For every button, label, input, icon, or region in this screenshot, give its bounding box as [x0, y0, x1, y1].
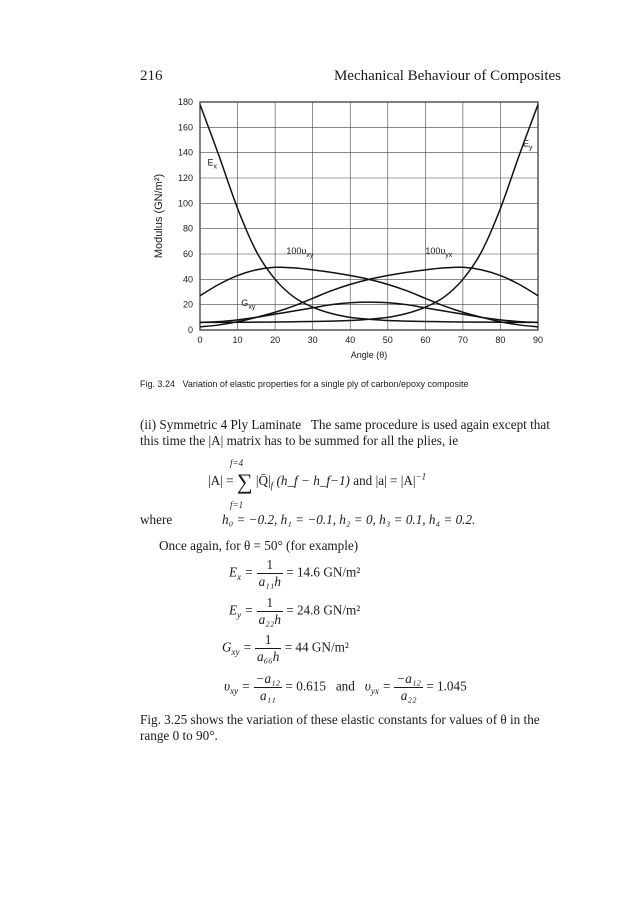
- y-tick-label: 0: [187, 325, 193, 335]
- x-tick-label: 50: [382, 335, 393, 345]
- y-tick-label: 100: [177, 198, 193, 209]
- h-values: h₀ = −0.2, h₁ = −0.1, h₂ = 0, h₃ = 0.1, h₄ = 0.2.: [222, 512, 476, 527]
- x-tick-label: 70: [457, 335, 468, 345]
- ey-equation: $E_y$ = $\frac{1}{\text{a₂₂h}}$ = 24.8 GN/m²: [229, 595, 361, 627]
- figure-caption-label: Fig. 3.24: [140, 379, 176, 389]
- final-paragraph-line2: range 0 to 90°.: [140, 728, 218, 743]
- series-label-100vyx: $100\upsilon_{yx}$: [425, 246, 453, 259]
- series-ex: [200, 105, 538, 323]
- y-tick-label: 60: [182, 249, 193, 259]
- section-heading: (ii) Symmetric 4 Ply Laminate: [140, 417, 302, 432]
- plot-frame: [200, 102, 538, 330]
- x-tick-label: 0: [197, 335, 203, 345]
- figure-caption-text: Variation of elastic properties for a single ply of carbon/epoxy composite: [182, 379, 469, 389]
- series-label-100vxy: $100\upsilon_{xy}$: [286, 246, 314, 259]
- a-matrix-lhs: |A| =: [208, 473, 234, 489]
- y-tick-label: 160: [177, 122, 193, 133]
- gxy-equation: $G_{xy}$ = $\frac{1}{\text{a₆₆h}}$ = 44 GN/m²: [222, 632, 349, 664]
- elastic-properties-chart: [140, 92, 560, 372]
- sum-equation: [208, 469, 426, 495]
- once-again-text: Once again, for θ = 50° (for example): [159, 538, 359, 553]
- series-label-ey: $E_y$: [522, 138, 533, 152]
- running-title: Mechanical Behaviour of Composites: [333, 68, 561, 84]
- y-axis-label: Modulus (GN/m²): [153, 173, 165, 259]
- sum-symbol: ∑: [236, 469, 253, 494]
- qbar-subscript: f: [270, 480, 274, 491]
- x-tick-label: 90: [532, 335, 544, 345]
- and-word: and: [353, 473, 373, 489]
- x-tick-label: 40: [345, 335, 356, 345]
- x-tick-label: 30: [307, 335, 318, 345]
- y-tick-label: 180: [177, 97, 193, 107]
- y-tick-label: 40: [182, 274, 193, 285]
- x-tick-label: 10: [232, 335, 243, 345]
- x-axis-label: Angle (θ): [350, 350, 388, 360]
- paragraph-intro: [140, 417, 560, 433]
- sum-lower-limit: f=1: [230, 500, 244, 510]
- y-tick-label: 120: [177, 173, 193, 183]
- page-number: 216: [140, 68, 163, 84]
- inverse-relation: |a| = |A|: [375, 473, 416, 489]
- poisson-equations: $\upsilon_{xy}$ = $\frac{\text{−a₁₂}}{\text{a₁₁}}$ = 0.615 and $\upsilon_{yx}$ = $\frac{\text{−a₁₂}}{\text{a₂₂}}$ = 1.045: [224, 671, 467, 703]
- paragraph-intro-rest: The same procedure is used again except that: [310, 417, 550, 432]
- thickness-difference: (h_f − h_f−1): [276, 473, 350, 489]
- y-tick-label: 20: [182, 299, 193, 310]
- y-tick-label: 140: [177, 147, 193, 158]
- series-ey: [200, 105, 538, 323]
- figure-caption: [140, 379, 469, 389]
- x-tick-label: 20: [270, 335, 281, 345]
- y-tick-label: 80: [182, 223, 193, 234]
- qbar-term: |Q̄|: [255, 473, 271, 489]
- paragraph-intro-line2: this time the |A| matrix has to be summed for all the plies, ie: [140, 433, 459, 448]
- final-paragraph-line1: Fig. 3.25 shows the variation of these elastic constants for values of θ in the: [140, 712, 540, 727]
- ex-equation: $E_x$ = $\frac{1}{\text{a₁₁h}}$ = 14.6 GN/m²: [229, 557, 361, 589]
- where-label: where: [140, 512, 173, 527]
- x-tick-label: 60: [420, 335, 431, 345]
- x-tick-label: 80: [495, 335, 506, 345]
- sum-upper-limit: f=4: [230, 458, 244, 468]
- series-label-gxy: $G_{xy}$: [241, 297, 256, 311]
- inverse-superscript: −1: [415, 471, 427, 482]
- series-label-ex: $E_x$: [207, 157, 218, 171]
